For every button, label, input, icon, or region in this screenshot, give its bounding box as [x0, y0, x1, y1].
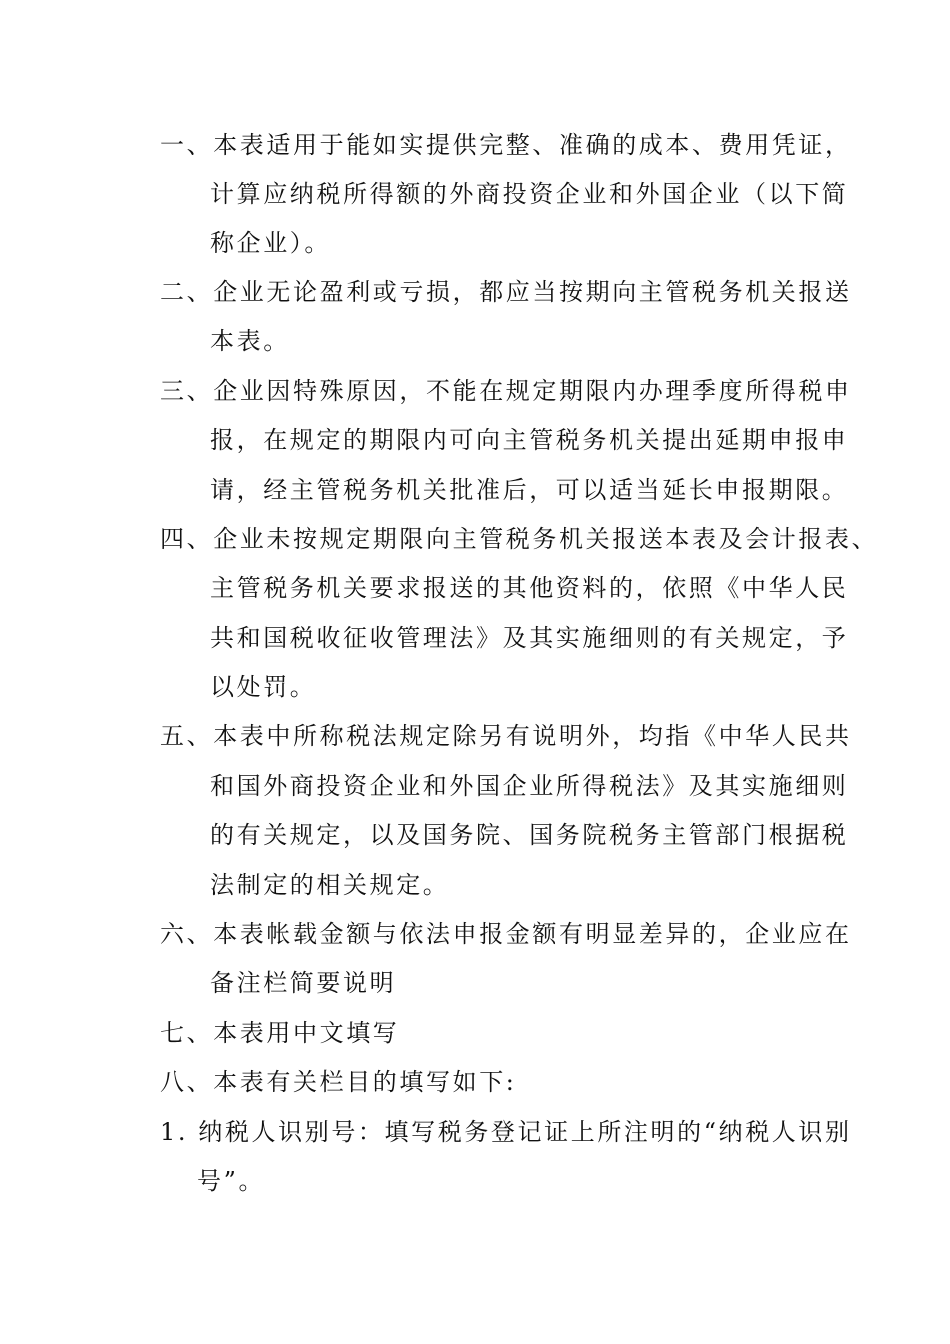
subitem-1-line-2: 号”。 [197, 1167, 266, 1195]
item-4-line-2: 主管税务机关要求报送的其他资料的，依照《中华人民 [210, 574, 849, 602]
item-5-line-3: 的有关规定，以及国务院、国务院税务主管部门根据税 [210, 821, 849, 849]
item-3-line-1: 三、企业因特殊原因，不能在规定期限内办理季度所得税申 [160, 377, 852, 405]
item-5-line-4: 法制定的相关规定。 [210, 871, 450, 899]
item-7-line-1: 七、本表用中文填写 [160, 1019, 400, 1047]
subitem-1-line-1: 1. 纳税人识别号：填写税务登记证上所注明的“纳税人识别 [160, 1118, 852, 1146]
item-6-line-1: 六、本表帐载金额与依法申报金额有明显差异的，企业应在 [160, 920, 852, 948]
item-8-line-1: 八、本表有关栏目的填写如下: [160, 1068, 517, 1096]
item-4-line-3: 共和国税收征收管理法》及其实施细则的有关规定，予 [210, 624, 849, 652]
item-1-line-1: 一、本表适用于能如实提供完整、准确的成本、费用凭证， [160, 131, 852, 159]
item-5-line-2: 和国外商投资企业和外国企业所得税法》及其实施细则 [210, 772, 849, 800]
item-6-line-2: 备注栏简要说明 [210, 969, 397, 997]
item-4-line-1: 四、企业未按规定期限向主管税务机关报送本表及会计报表、 [160, 525, 879, 553]
item-2-line-2: 本表。 [210, 327, 290, 355]
item-1-line-2: 计算应纳税所得额的外商投资企业和外国企业（以下简 [210, 180, 849, 208]
item-2-line-1: 二、企业无论盈利或亏损，都应当按期向主管税务机关报送 [160, 278, 852, 306]
item-4-line-4: 以处罚。 [210, 673, 317, 701]
item-1-line-3: 称企业）。 [210, 229, 331, 257]
item-3-line-3: 请，经主管税务机关批准后，可以适当延长申报期限。 [210, 476, 849, 504]
item-3-line-2: 报，在规定的期限内可向主管税务机关提出延期申报申 [210, 426, 849, 454]
item-5-line-1: 五、本表中所称税法规定除另有说明外，均指《中华人民共 [160, 722, 852, 750]
